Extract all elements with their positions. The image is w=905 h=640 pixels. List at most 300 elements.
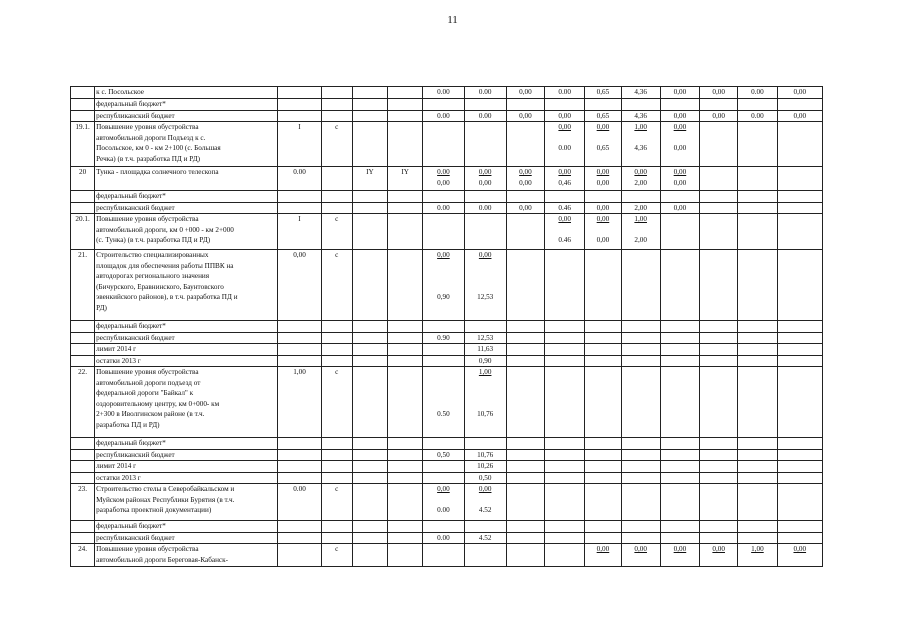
- value-cell: [585, 250, 621, 321]
- row-number-cell: [71, 472, 95, 484]
- cell-text: с: [335, 368, 339, 376]
- cell-text: 0,00: [634, 168, 647, 176]
- cell-text: [72, 203, 93, 214]
- cell-text: [662, 533, 698, 544]
- value-cell: [545, 355, 585, 367]
- row-number-cell: [71, 484, 95, 521]
- cell-text: 0.46: [558, 236, 571, 244]
- cell-text: [662, 484, 698, 495]
- value-cell: [700, 99, 738, 111]
- value-cell: [352, 167, 387, 191]
- cell-text: [389, 250, 421, 261]
- value-cell: [585, 122, 621, 167]
- cell-text: [323, 461, 351, 472]
- cell-text: [779, 356, 821, 367]
- value-cell: [660, 532, 699, 544]
- cell-text: [354, 544, 386, 555]
- cell-text: [323, 438, 351, 449]
- cell-text: [424, 521, 462, 532]
- cell-text: автомобильной дороги, км 0 +000 - км 2+000: [96, 225, 234, 234]
- row-number-cell: [71, 167, 95, 191]
- value-cell: [464, 321, 506, 333]
- value-cell: [321, 484, 352, 521]
- value-cell: [506, 521, 544, 533]
- value-cell: [464, 544, 506, 567]
- cell-text: [508, 450, 543, 461]
- cell-text: [389, 214, 421, 225]
- cell-text: [389, 450, 421, 461]
- cell-text: 0,90: [437, 293, 450, 301]
- cell-text: 0,00: [558, 215, 571, 223]
- value-cell: [660, 321, 699, 333]
- cell-text: [586, 321, 619, 332]
- cell-text: 0.00: [478, 111, 492, 120]
- value-cell: [352, 332, 387, 344]
- cell-text: 0,65: [596, 144, 610, 152]
- value-cell: [423, 122, 464, 167]
- value-cell: [621, 449, 660, 461]
- value-cell: [506, 202, 544, 214]
- cell-text: 24.: [78, 545, 88, 553]
- cell-text: [779, 250, 821, 261]
- cell-text: [72, 521, 93, 532]
- value-cell: [423, 344, 464, 356]
- cell-text: I: [298, 215, 301, 223]
- cell-text: [323, 111, 351, 122]
- value-cell: [423, 484, 464, 521]
- row-number-cell: [71, 461, 95, 473]
- value-cell: [545, 532, 585, 544]
- cell-text: (Бичурского, Еравнинского, Баунтовского: [96, 282, 224, 291]
- cell-text: [662, 99, 698, 110]
- value-cell: [321, 472, 352, 484]
- description-cell: [95, 167, 278, 191]
- cell-text: с: [335, 215, 339, 223]
- value-cell: [738, 449, 777, 461]
- value-cell: [388, 332, 423, 344]
- value-cell: [464, 214, 506, 250]
- cell-text: [779, 321, 821, 332]
- cell-text: [623, 333, 659, 344]
- value-cell: [506, 438, 544, 450]
- value-cell: [278, 214, 321, 250]
- cell-text: 22.: [78, 368, 88, 376]
- cell-text: [508, 438, 543, 449]
- value-cell: [464, 87, 506, 99]
- value-cell: [621, 110, 660, 122]
- cell-text: [546, 191, 583, 202]
- value-cell: [545, 521, 585, 533]
- cell-text: федеральный бюджет*: [96, 322, 166, 330]
- value-cell: [777, 472, 822, 484]
- cell-text: [424, 191, 462, 202]
- value-cell: [423, 202, 464, 214]
- cell-text: [424, 544, 462, 555]
- value-cell: [777, 521, 822, 533]
- cell-text: [424, 461, 462, 472]
- cell-text: [424, 344, 462, 355]
- value-cell: [388, 367, 423, 438]
- value-cell: [545, 122, 585, 167]
- value-cell: [545, 449, 585, 461]
- cell-text: 2,00: [634, 178, 647, 187]
- value-cell: [278, 250, 321, 321]
- cell-text: 0,00: [673, 168, 687, 176]
- value-cell: [321, 110, 352, 122]
- cell-text: 0.00: [437, 111, 450, 120]
- table-row: [71, 521, 823, 533]
- value-cell: [423, 87, 464, 99]
- cell-text: 10,76: [477, 450, 494, 459]
- cell-text: [354, 111, 386, 122]
- cell-text: 0,00: [596, 203, 610, 212]
- cell-text: [466, 495, 505, 506]
- value-cell: [738, 332, 777, 344]
- cell-text: [72, 111, 93, 122]
- value-cell: [321, 202, 352, 214]
- value-cell: [700, 122, 738, 167]
- cell-text: 12,53: [477, 293, 494, 301]
- cell-text: [323, 356, 351, 367]
- cell-text: [508, 367, 543, 378]
- value-cell: [278, 344, 321, 356]
- value-cell: [585, 484, 621, 521]
- value-cell: [464, 438, 506, 450]
- cell-text: [739, 473, 775, 484]
- value-cell: [621, 532, 660, 544]
- value-cell: [585, 202, 621, 214]
- cell-text: [72, 344, 93, 355]
- row-number-cell: [71, 355, 95, 367]
- value-cell: [423, 214, 464, 250]
- cell-text: Повышение уровня обустройства: [96, 215, 199, 223]
- cell-text: [389, 344, 421, 355]
- row-number-cell: [71, 321, 95, 333]
- cell-text: [323, 99, 351, 110]
- value-cell: [545, 332, 585, 344]
- cell-text: [662, 461, 698, 472]
- description-cell: [95, 461, 278, 473]
- cell-text: 0,00: [519, 203, 532, 212]
- cell-text: [701, 450, 736, 461]
- cell-text: разработка ПД и РД): [96, 420, 160, 429]
- value-cell: [278, 484, 321, 521]
- cell-text: 0,00: [437, 251, 450, 259]
- value-cell: [321, 321, 352, 333]
- cell-text: IY: [401, 168, 409, 176]
- value-cell: [352, 202, 387, 214]
- budget-table: [70, 86, 823, 567]
- value-cell: [777, 87, 822, 99]
- description-cell: [95, 355, 278, 367]
- cell-text: [779, 484, 821, 495]
- cell-text: [466, 214, 505, 225]
- cell-text: [779, 333, 821, 344]
- value-cell: [506, 461, 544, 473]
- cell-text: [586, 344, 619, 355]
- cell-text: 0.00: [437, 506, 450, 514]
- cell-text: 0,00: [634, 545, 647, 553]
- cell-text: [779, 191, 821, 202]
- table-row: [71, 367, 823, 438]
- cell-text: 0,50: [478, 473, 492, 482]
- cell-text: [72, 99, 93, 110]
- description-cell: [95, 532, 278, 544]
- cell-text: республиканский бюджет: [96, 533, 175, 542]
- cell-text: [546, 544, 583, 555]
- cell-text: автомобильной дороги Береговая-Кабанск-: [96, 555, 228, 564]
- cell-text: с: [335, 251, 339, 259]
- page-number: 11: [447, 14, 458, 26]
- cell-text: [586, 356, 619, 367]
- cell-text: [779, 344, 821, 355]
- value-cell: [388, 87, 423, 99]
- value-cell: [278, 438, 321, 450]
- cell-text: [662, 191, 698, 202]
- cell-text: [662, 521, 698, 532]
- cell-text: [72, 461, 93, 472]
- cell-text: [389, 99, 421, 110]
- cell-text: [546, 461, 583, 472]
- value-cell: [777, 438, 822, 450]
- value-cell: [278, 99, 321, 111]
- cell-text: [424, 99, 462, 110]
- cell-text: [354, 250, 386, 261]
- cell-text: [779, 533, 821, 544]
- value-cell: [660, 332, 699, 344]
- cell-text: [779, 214, 821, 225]
- cell-text: [662, 333, 698, 344]
- value-cell: [423, 191, 464, 203]
- value-cell: [352, 484, 387, 521]
- cell-text: [623, 133, 659, 144]
- cell-text: [389, 484, 421, 495]
- cell-text: [424, 367, 462, 378]
- value-cell: [506, 214, 544, 250]
- cell-text: [72, 321, 93, 332]
- value-cell: [423, 250, 464, 321]
- value-cell: [738, 344, 777, 356]
- value-cell: [506, 367, 544, 438]
- cell-text: [701, 438, 736, 449]
- value-cell: [738, 544, 777, 567]
- cell-text: Тунка - площадка солнечного телескопа: [96, 168, 219, 176]
- cell-text: [72, 87, 93, 98]
- cell-text: [508, 191, 543, 202]
- cell-text: 0,00: [596, 123, 610, 131]
- cell-text: [354, 99, 386, 110]
- value-cell: [621, 122, 660, 167]
- value-cell: [700, 167, 738, 191]
- cell-text: 0,00: [478, 251, 492, 259]
- cell-text: [586, 473, 619, 484]
- cell-text: 0,00: [519, 168, 532, 176]
- cell-text: 0,65: [596, 111, 610, 120]
- cell-text: [279, 111, 319, 122]
- value-cell: [321, 544, 352, 567]
- description-cell: [95, 202, 278, 214]
- cell-text: [424, 438, 462, 449]
- value-cell: [700, 202, 738, 214]
- cell-text: 0,00: [712, 545, 725, 553]
- cell-text: [389, 203, 421, 214]
- cell-text: [323, 521, 351, 532]
- cell-text: республиканский бюджет: [96, 203, 175, 212]
- cell-text: [586, 367, 619, 378]
- value-cell: [388, 99, 423, 111]
- cell-text: [779, 167, 821, 178]
- cell-text: [466, 399, 505, 410]
- cell-text: [701, 214, 736, 225]
- value-cell: [423, 99, 464, 111]
- cell-text: 0,00: [673, 123, 687, 131]
- cell-text: [389, 111, 421, 122]
- value-cell: [621, 321, 660, 333]
- table-row: [71, 544, 823, 567]
- cell-text: [701, 203, 736, 214]
- value-cell: [777, 344, 822, 356]
- table-row: [71, 355, 823, 367]
- cell-text: [701, 533, 736, 544]
- cell-text: [739, 521, 775, 532]
- value-cell: [738, 250, 777, 321]
- value-cell: [321, 438, 352, 450]
- cell-text: 0,00: [596, 545, 610, 553]
- cell-text: [72, 450, 93, 461]
- cell-text: РД): [96, 303, 107, 312]
- value-cell: [700, 191, 738, 203]
- value-cell: [660, 355, 699, 367]
- cell-text: [466, 438, 505, 449]
- value-cell: [321, 167, 352, 191]
- value-cell: [388, 532, 423, 544]
- value-cell: [352, 344, 387, 356]
- cell-text: [389, 367, 421, 378]
- cell-text: [424, 356, 462, 367]
- cell-text: [623, 461, 659, 472]
- cell-text: [424, 122, 462, 133]
- cell-text: [586, 191, 619, 202]
- cell-text: 0.90: [437, 333, 450, 342]
- value-cell: [506, 110, 544, 122]
- cell-text: [546, 333, 583, 344]
- value-cell: [585, 355, 621, 367]
- cell-text: 2,00: [634, 203, 647, 212]
- value-cell: [777, 449, 822, 461]
- cell-text: 0,00: [673, 144, 687, 152]
- value-cell: [621, 99, 660, 111]
- value-cell: [700, 438, 738, 450]
- value-cell: [545, 461, 585, 473]
- value-cell: [423, 367, 464, 438]
- value-cell: [464, 191, 506, 203]
- value-cell: [506, 167, 544, 191]
- table-row: [71, 87, 823, 99]
- value-cell: [423, 110, 464, 122]
- cell-text: I: [298, 123, 301, 131]
- cell-text: [354, 450, 386, 461]
- cell-text: [623, 225, 659, 236]
- cell-text: [739, 122, 775, 133]
- value-cell: [352, 122, 387, 167]
- value-cell: [660, 472, 699, 484]
- value-cell: [738, 191, 777, 203]
- cell-text: [739, 356, 775, 367]
- value-cell: [777, 321, 822, 333]
- value-cell: [352, 110, 387, 122]
- cell-text: [662, 250, 698, 261]
- cell-text: [508, 484, 543, 495]
- cell-text: 20: [78, 168, 87, 176]
- value-cell: [738, 484, 777, 521]
- value-cell: [388, 110, 423, 122]
- cell-text: [389, 438, 421, 449]
- cell-text: [546, 225, 583, 236]
- cell-text: [389, 533, 421, 544]
- value-cell: [585, 167, 621, 191]
- value-cell: [660, 250, 699, 321]
- cell-text: 21.: [78, 251, 88, 259]
- description-cell: [95, 110, 278, 122]
- value-cell: [585, 521, 621, 533]
- value-cell: [738, 438, 777, 450]
- value-cell: [545, 110, 585, 122]
- cell-text: [546, 344, 583, 355]
- value-cell: [777, 214, 822, 250]
- cell-text: [739, 450, 775, 461]
- value-cell: [660, 191, 699, 203]
- value-cell: [464, 472, 506, 484]
- cell-text: [701, 333, 736, 344]
- value-cell: [660, 484, 699, 521]
- value-cell: [585, 110, 621, 122]
- cell-text: [546, 367, 583, 378]
- value-cell: [388, 191, 423, 203]
- cell-text: [508, 250, 543, 261]
- row-number-cell: [71, 202, 95, 214]
- value-cell: [388, 544, 423, 567]
- cell-text: эвенкийского районов), в т.ч. разработка ПД и: [96, 293, 238, 301]
- cell-text: к с. Посольское: [96, 88, 144, 96]
- row-number-cell: [71, 344, 95, 356]
- cell-text: [662, 344, 698, 355]
- value-cell: [321, 449, 352, 461]
- cell-text: лимит 2014 г: [96, 462, 137, 470]
- value-cell: [423, 355, 464, 367]
- value-cell: [621, 355, 660, 367]
- cell-text: [739, 167, 775, 178]
- cell-text: [508, 99, 543, 110]
- value-cell: [352, 521, 387, 533]
- cell-text: [623, 533, 659, 544]
- value-cell: [660, 461, 699, 473]
- value-cell: [352, 367, 387, 438]
- cell-text: [279, 99, 319, 110]
- cell-text: лимит 2014 г: [96, 345, 137, 353]
- value-cell: [700, 355, 738, 367]
- value-cell: [545, 367, 585, 438]
- cell-text: [586, 225, 619, 236]
- cell-text: 11,63: [477, 345, 494, 353]
- cell-text: автомобильной дороги Подъезд к с.: [96, 133, 206, 142]
- description-cell: [95, 449, 278, 461]
- value-cell: [621, 472, 660, 484]
- cell-text: [354, 321, 386, 332]
- cell-text: [354, 461, 386, 472]
- value-cell: [700, 214, 738, 250]
- value-cell: [660, 87, 699, 99]
- value-cell: [585, 99, 621, 111]
